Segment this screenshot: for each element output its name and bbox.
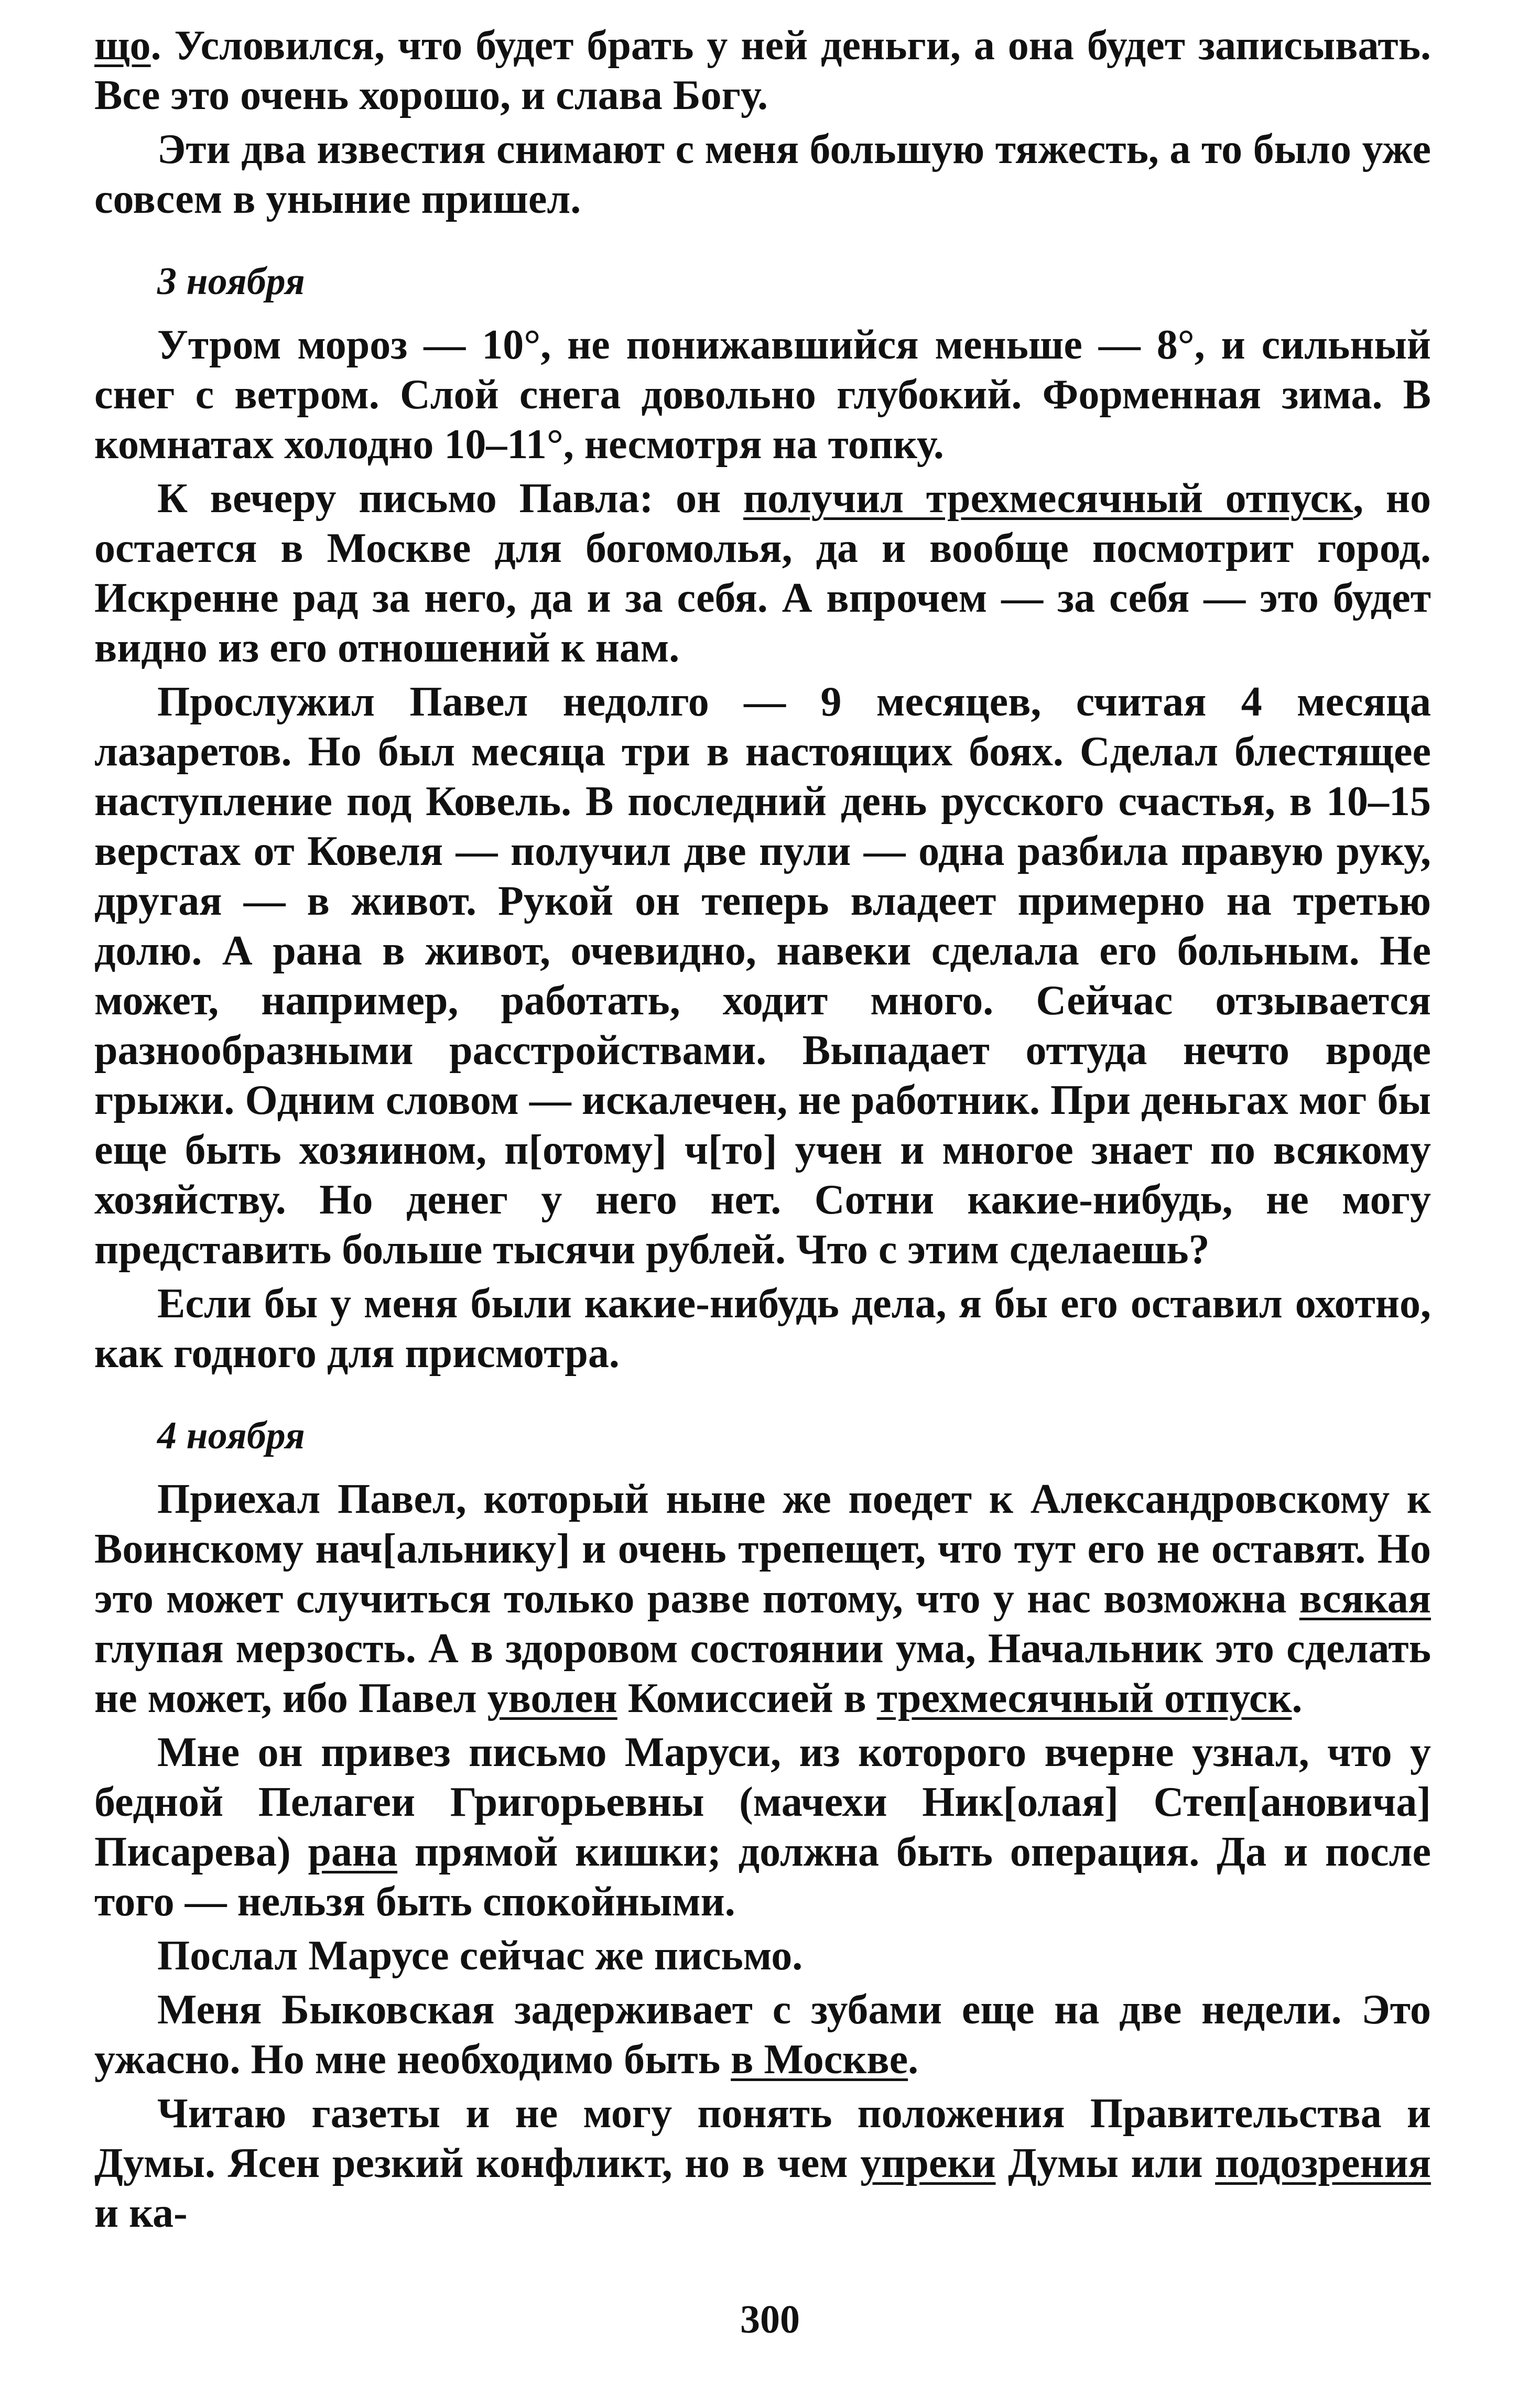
text-run: Утром мороз — 10°, не понижавшийся меньше — 8°, и сильный снег с ветром. Слой снега довольно глубокий. Форменная зима. В комнатах холодно 10–11°, несмотря на топку.	[94, 322, 1431, 468]
body-paragraph	[94, 474, 1431, 673]
body-paragraph	[94, 1931, 1431, 1981]
underlined-phrase: в Москве	[731, 2036, 908, 2083]
body-paragraph	[94, 2089, 1431, 2238]
text-run: прямой кишки; должна быть операция. Да и после того — нельзя быть спокойными.	[94, 1829, 1431, 1925]
underlined-phrase: упреки	[860, 2140, 996, 2186]
diary-entry-date: 4 ноября	[157, 1414, 305, 1457]
text-run: Думы или	[995, 2140, 1216, 2186]
text-run: .	[1292, 1675, 1303, 1721]
underlined-phrase: получил трехмесячный отпуск	[743, 475, 1353, 522]
underlined-phrase: що	[94, 23, 151, 69]
text-run: Приехал Павел, который ныне же поедет к Александровскому к Воинскому нач[альнику] и очень трепещет, что тут его не оставят. Но это может случиться только разве потому, что у нас возможна	[94, 1476, 1431, 1622]
text-run: . Условился, что будет брать у ней деньги, а она будет записывать. Все это очень хорошо, и слава Богу.	[94, 23, 1431, 118]
underlined-phrase: подозрения	[1215, 2140, 1431, 2186]
text-run: .	[908, 2036, 919, 2083]
body-paragraph	[94, 125, 1431, 224]
text-run: и ка-	[94, 2190, 188, 2236]
text-run: Читаю газеты и не могу понять положения Правительства и Думы. Ясен резкий конфликт, но в чем	[94, 2090, 1431, 2186]
text-run: Эти два известия снимают с меня большую тяжесть, а то было уже совсем в уныние пришел.	[94, 126, 1431, 222]
text-run: Комиссией в	[617, 1675, 877, 1721]
body-paragraph	[94, 677, 1431, 1275]
body-paragraph	[94, 320, 1431, 470]
body-paragraph	[94, 1985, 1431, 2085]
text-run: К вечеру письмо Павла: он	[157, 475, 743, 522]
text-run: , но остается в Москве для богомолья, да и вообще посмотрит город. Искренне рад за него, да и за себя. А впрочем — за себя — это будет видно из его отношений к нам.	[94, 475, 1431, 671]
underlined-phrase: уволен	[487, 1675, 617, 1721]
page-text-body	[94, 21, 1431, 2238]
body-paragraph	[94, 1279, 1431, 1379]
page-number: 300	[740, 2298, 800, 2342]
body-paragraph	[94, 1728, 1431, 1927]
diary-entry-date: 3 ноября	[157, 260, 305, 303]
underlined-phrase: трехмесячный отпуск	[876, 1675, 1292, 1721]
body-paragraph	[94, 1475, 1431, 1724]
diary-page	[94, 21, 1431, 2238]
text-run: глупая мерзость. А в здоровом состоянии ума, Начальник это сделать не может, ибо Павел	[94, 1626, 1431, 1721]
text-run: Меня Быковская задерживает с зубами еще на две недели. Это ужасно. Но мне необходимо быть	[94, 1987, 1431, 2083]
underlined-phrase: рана	[308, 1829, 398, 1875]
underlined-phrase: всякая	[1299, 1576, 1431, 1622]
text-run: Прослужил Павел недолго — 9 месяцев, считая 4 месяца лазаретов. Но был месяца три в настоящих боях. Сделал блестящее наступление под Ковель. В последний день русского счастья, в 10–15 верстах от Ковеля — получил две пули — одна разбила правую руку, другая — в живот. Рукой он теперь владеет примерно на третью долю. А рана в живот, очевидно, навеки сделала его больным. Не может, например, работать, ходит много. Сейчас отзывается разнообразными расстройствами. Выпадает оттуда нечто вроде грыжи. Одним словом — искалечен, не работник. При деньгах мог бы еще быть хозяином, п[отому] ч[то] учен и многое знает по всякому хозяйству. Но денег у него нет. Сотни какие-нибудь, не могу представить больше тысячи рублей. Что с этим сделаешь?	[94, 679, 1431, 1273]
text-run: Послал Марусе сейчас же письмо.	[157, 1933, 803, 1979]
text-run: Мне он привез письмо Маруси, из которого вчерне узнал, что у бедной Пелагеи Григорьевны (мачехи Ник[олая] Степ[ановича] Писарева)	[94, 1729, 1431, 1875]
body-paragraph	[94, 21, 1431, 121]
text-run: Если бы у меня были какие-нибудь дела, я бы его оставил охотно, как годного для присмотра.	[94, 1281, 1431, 1377]
